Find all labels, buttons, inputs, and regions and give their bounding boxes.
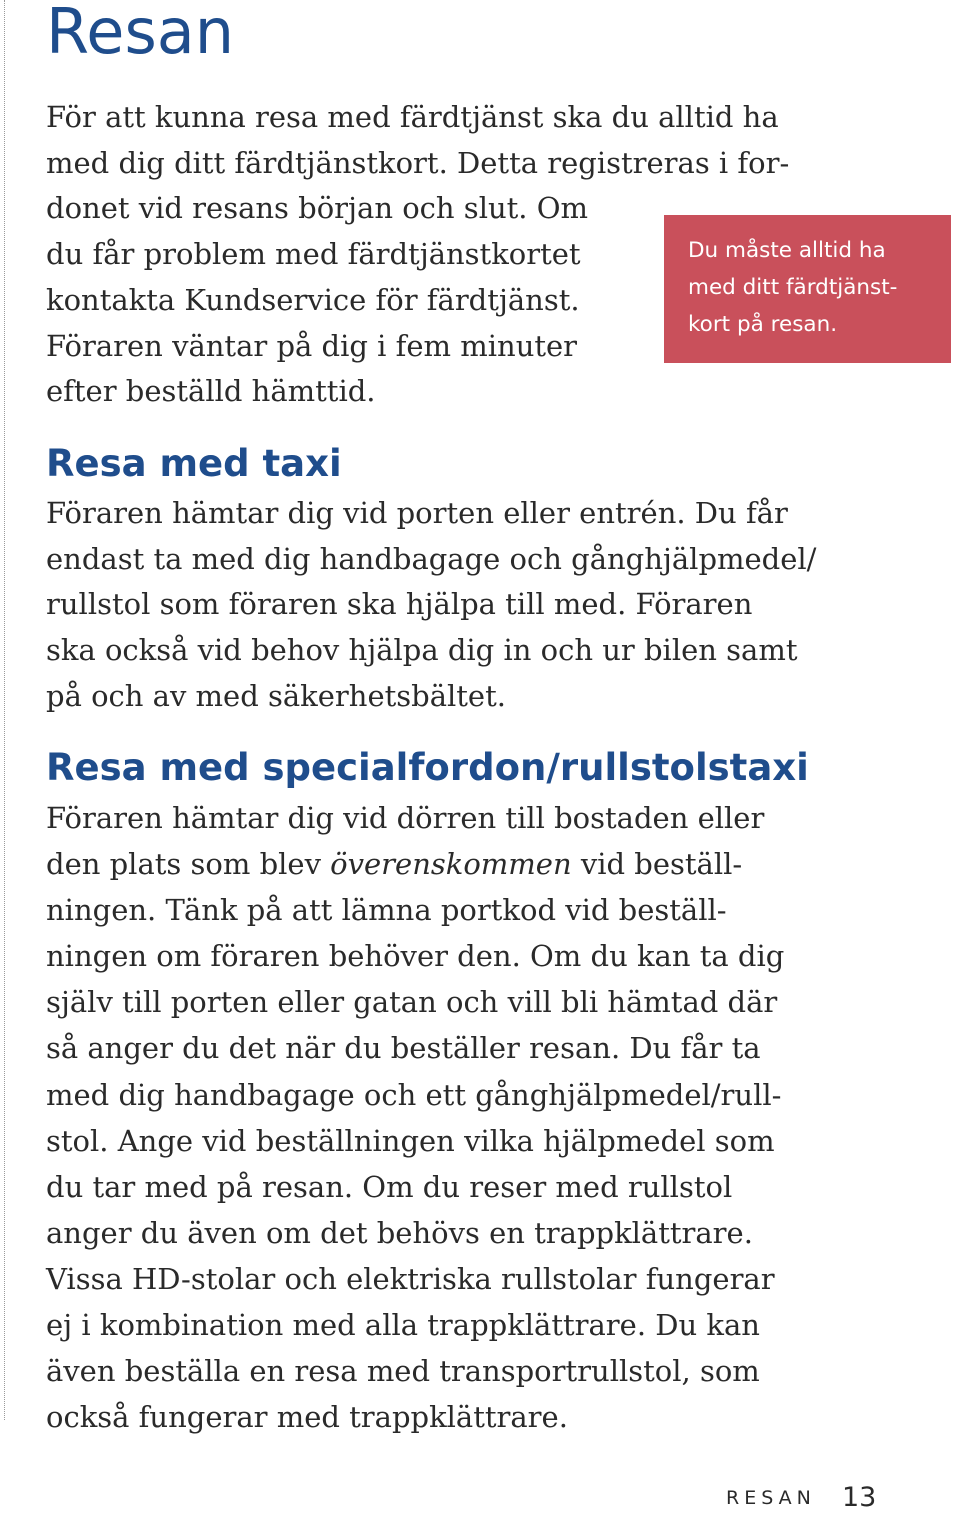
special-line: Vissa HD-stolar och elektriska rullstolar fungerar (46, 1261, 775, 1296)
special-line-text: den plats som blev (46, 847, 331, 882)
special-line: själv till porten eller gatan och vill bli hämtad där (46, 985, 778, 1020)
footer-section-label: RESAN (726, 1487, 816, 1509)
taxi-line: Föraren hämtar dig vid porten eller entrén. Du får (46, 496, 788, 530)
taxi-line: endast ta med dig handbagage och gånghjälpmedel/ (46, 541, 817, 576)
intro-line: med dig ditt färdtjänstkort. Detta registreras i for- (46, 145, 790, 180)
special-line: med dig handbagage och ett gånghjälpmedel/rull- (46, 1077, 782, 1112)
special-line: stol. Ange vid beställningen vilka hjälpmedel som (46, 1123, 775, 1158)
callout-line: med ditt färdtjänst- (688, 275, 898, 300)
taxi-line: på och av med säkerhetsbältet. (46, 678, 506, 713)
special-line: ej i kombination med alla trappklättrare. Du kan (46, 1308, 760, 1343)
special-line: också fungerar med trappklättrare. (46, 1400, 568, 1435)
special-line: ningen om föraren behöver den. Om du kan ta dig (46, 939, 785, 974)
intro-line: kontakta Kundservice för färdtjänst. (46, 282, 580, 317)
special-line: du tar med på resan. Om du reser med rullstol (46, 1169, 733, 1204)
callout-line: kort på resan. (688, 312, 838, 337)
page-number: 13 (842, 1482, 877, 1513)
intro-line: För att kunna resa med färdtjänst ska du alltid ha (46, 100, 779, 134)
page-title: Resan (46, 0, 235, 68)
intro-line: du får problem med färdtjänstkortet (46, 237, 581, 272)
intro-line: Föraren väntar på dig i fem minuter (46, 328, 578, 363)
special-line: så anger du det när du beställer resan. Du får ta (46, 1031, 761, 1066)
callout-box (664, 215, 951, 363)
taxi-heading: Resa med taxi (46, 442, 342, 485)
special-line-text: vid beställ- (571, 847, 743, 882)
page-margin-rule (4, 0, 5, 1420)
special-line: även beställa en resa med transportrullstol, som (46, 1354, 760, 1389)
taxi-line: ska också vid behov hjälpa dig in och ur bilen samt (46, 633, 798, 668)
callout-line: Du måste alltid ha (688, 238, 886, 263)
special-line: ningen. Tänk på att lämna portkod vid beställ- (46, 893, 727, 928)
special-line (46, 841, 906, 887)
taxi-line: rullstol som föraren ska hjälpa till med. Föraren (46, 587, 753, 622)
intro-line: donet vid resans början och slut. Om (46, 191, 589, 226)
special-vehicle-paragraph (46, 795, 906, 1440)
taxi-paragraph (46, 491, 906, 720)
special-line: anger du även om det behövs en trappklättrare. (46, 1215, 753, 1250)
intro-line: efter beställd hämttid. (46, 374, 376, 409)
emphasized-term: överenskommen (330, 847, 572, 882)
special-line: Föraren hämtar dig vid dörren till bostaden eller (46, 801, 765, 835)
special-vehicle-heading: Resa med specialfordon/rullstolstaxi (46, 746, 809, 789)
